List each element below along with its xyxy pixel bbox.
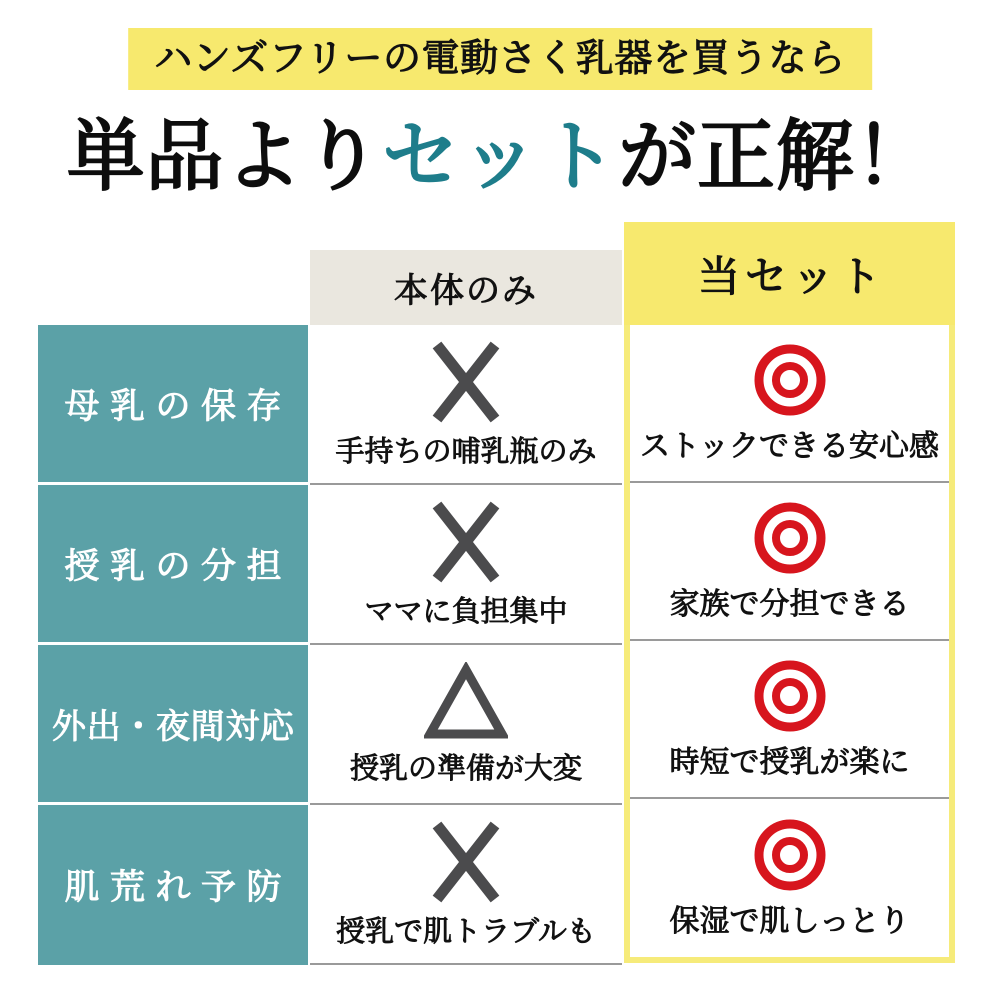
set-caption: ストックできる安心感 xyxy=(639,429,940,463)
double-circle-icon xyxy=(752,817,828,893)
row-label-feeding-share: 授乳の分担 xyxy=(38,485,308,642)
page-title-highlight: セット xyxy=(381,112,619,200)
top-banner xyxy=(128,28,872,90)
plain-column-header: 本体のみ xyxy=(310,250,622,325)
set-cell-feeding-share xyxy=(630,483,949,641)
set-cell-skin-care xyxy=(630,799,949,957)
plain-caption: 授乳で肌トラブルも xyxy=(336,915,596,948)
double-circle-icon xyxy=(752,342,828,418)
plain-caption: ママに負担集中 xyxy=(364,595,568,628)
row-label-milk-storage: 母乳の保存 xyxy=(38,325,308,482)
set-caption: 家族で分担できる xyxy=(669,587,910,621)
plain-column xyxy=(310,250,622,965)
plain-cell-outing-night xyxy=(310,645,622,805)
set-caption: 時短で授乳が楽に xyxy=(669,745,910,779)
set-column xyxy=(624,222,955,963)
set-column-header: 当セット xyxy=(624,222,955,325)
plain-cell-feeding-share xyxy=(310,485,622,645)
row-label-column xyxy=(38,325,308,965)
cross-icon xyxy=(429,339,503,425)
top-banner-text: ハンズフリーの電動さく乳器を買うなら xyxy=(154,38,846,80)
page-title-suffix: が正解！ xyxy=(618,112,934,200)
row-label-skin-care: 肌荒れ予防 xyxy=(38,805,308,965)
set-column-body xyxy=(624,325,955,963)
triangle-icon xyxy=(424,662,508,742)
page-title xyxy=(0,94,1000,206)
plain-cell-milk-storage xyxy=(310,325,622,485)
plain-cell-skin-care xyxy=(310,805,622,965)
double-circle-icon xyxy=(752,500,828,576)
page-title-prefix: 単品より xyxy=(66,112,382,200)
set-caption: 保湿で肌しっとり xyxy=(669,904,910,938)
plain-caption: 手持ちの哺乳瓶のみ xyxy=(335,435,597,468)
set-cell-milk-storage xyxy=(630,325,949,483)
plain-caption: 授乳の準備が大変 xyxy=(349,752,582,785)
cross-icon xyxy=(429,819,503,905)
double-circle-icon xyxy=(752,658,828,734)
row-label-outing-night: 外出・夜間対応 xyxy=(38,645,308,802)
set-cell-outing-night xyxy=(630,641,949,799)
cross-icon xyxy=(429,499,503,585)
